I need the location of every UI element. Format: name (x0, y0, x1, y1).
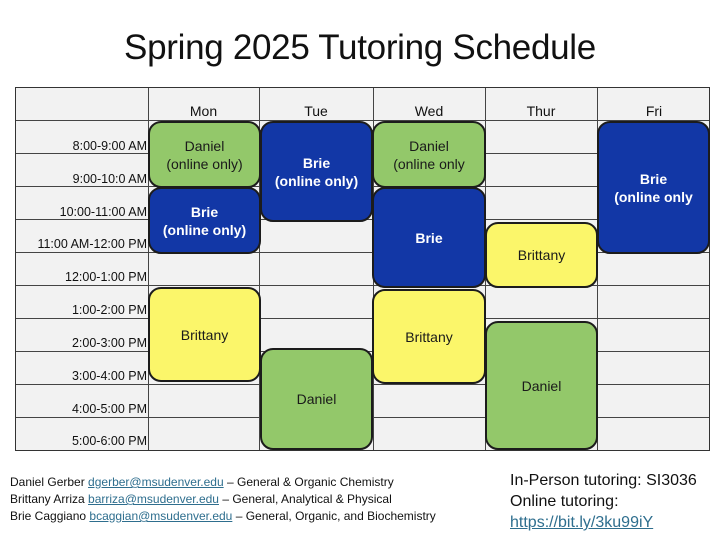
session-tutor: Brie (415, 229, 443, 246)
session-tutor: Brittany (517, 247, 566, 263)
session-block-tue-brie (260, 121, 373, 222)
time-label: 11:00 AM-12:00 PM (37, 237, 147, 251)
tutor-email-link[interactable]: bcaggian@msudenver.edu (89, 509, 233, 523)
tutor-contact (10, 491, 436, 508)
session-block-wed-brittany (372, 289, 486, 384)
session-note: (online only) (162, 221, 247, 238)
schedule-grid (15, 87, 710, 451)
grid-line (16, 285, 709, 286)
session-tutor: Brie (302, 154, 331, 171)
session-block-thur-daniel (485, 321, 598, 450)
session-block-wed-brie (372, 187, 486, 288)
day-header-wed: Wed (414, 103, 444, 119)
session-note: (online only) (274, 172, 359, 189)
time-label: 2:00-3:00 PM (71, 336, 147, 350)
session-note: (online only) (166, 155, 243, 172)
day-header-mon: Mon (189, 103, 218, 119)
session-block-thur-brittany (485, 222, 598, 288)
tutor-subjects: – General, Organic, and Biochemistry (235, 509, 436, 523)
online-tutoring-link[interactable]: https://bit.ly/3ku99iY (510, 514, 654, 531)
session-note: (online only (614, 188, 693, 205)
tutoring-location-info (510, 470, 697, 533)
time-label: 3:00-4:00 PM (71, 369, 147, 383)
session-tutor: Brie (190, 203, 219, 220)
time-label: 10:00-11:00 AM (59, 205, 147, 219)
time-label: 8:00-9:00 AM (72, 139, 147, 153)
session-tutor: Brittany (405, 328, 453, 345)
session-block-tue-daniel (260, 348, 373, 450)
session-tutor: Daniel (521, 377, 562, 394)
session-tutor: Daniel (409, 137, 449, 154)
session-block-wed-daniel (372, 121, 486, 188)
page-title: Spring 2025 Tutoring Schedule (124, 28, 596, 67)
in-person-location: In-Person tutoring: SI3036 (510, 472, 697, 489)
time-label: 4:00-5:00 PM (71, 402, 147, 416)
time-label: 12:00-1:00 PM (65, 270, 147, 284)
session-block-fri-brie (597, 121, 710, 254)
session-tutor: Daniel (296, 391, 337, 407)
day-header-tue: Tue (304, 103, 328, 119)
tutor-name: Daniel Gerber (10, 475, 85, 489)
session-note: (online only (393, 155, 465, 172)
session-block-mon-brittany (148, 287, 261, 382)
time-label: 5:00-6:00 PM (71, 434, 147, 448)
tutor-name: Brittany Arriza (10, 492, 85, 506)
tutor-email-link[interactable]: barriza@msudenver.edu (88, 492, 219, 506)
grid-line (16, 318, 709, 319)
tutor-contact (10, 474, 436, 491)
session-block-mon-brie (148, 187, 261, 254)
session-tutor: Brittany (180, 326, 229, 343)
day-header-fri: Fri (645, 103, 663, 119)
tutor-contact-list (10, 474, 436, 525)
time-label: 9:00-10:0 AM (72, 172, 147, 186)
tutor-subjects: – General & Organic Chemistry (227, 475, 394, 489)
session-block-mon-daniel (148, 121, 261, 188)
tutor-contact (10, 508, 436, 525)
online-label: Online tutoring: (510, 493, 619, 510)
tutor-subjects: – General, Analytical & Physical (222, 492, 392, 506)
session-tutor: Daniel (184, 137, 225, 154)
time-label: 1:00-2:00 PM (71, 303, 147, 317)
tutor-name: Brie Caggiano (10, 509, 87, 523)
tutor-email-link[interactable]: dgerber@msudenver.edu (88, 475, 224, 489)
session-tutor: Brie (639, 170, 668, 187)
day-header-thur: Thur (526, 103, 556, 119)
